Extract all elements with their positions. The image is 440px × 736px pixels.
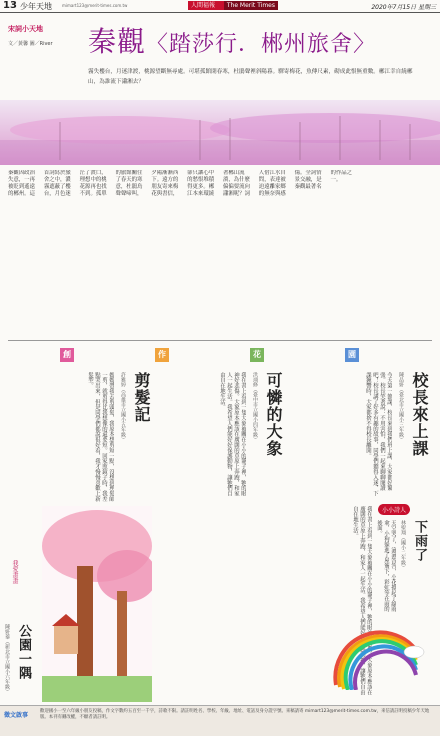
article-title: 可憐的大象 — [264, 372, 283, 457]
column-tag-label: 宋詞小天地 — [8, 25, 43, 33]
brand-cn: 人間福報 — [191, 2, 216, 9]
article-author: 陳品妍（臺北市立國小三年級） — [398, 372, 404, 442]
article-body: 媽媽帶我去剪頭髮，我原本想剪短一點，沒想到理髮師一剪，就剪得比我想像的還要短。回家照鏡子時，我差點哭出來，但是同學們都說很好看，我才慢慢喜歡上新髮型。 — [87, 372, 114, 502]
site-address: mimart123@merit-times.com.tw — [62, 3, 128, 8]
creative-garden-banner — [60, 348, 380, 362]
page-number: 13 — [3, 0, 17, 11]
garden-tile: 園 — [345, 348, 359, 362]
poem-intro: 霧失樓台，月迷津渡，桃源望斷無尋處。可堪孤館閉春寒，杜鵑聲裡斜陽暮。驛寄梅花，魚傳尺素，砌成此恨無重數。郴江幸自繞郴山，為誰流下瀟湘去？ — [88, 69, 413, 85]
feature-subtitle: 〈踏莎行．郴州旅舍〉 — [146, 32, 377, 57]
garden-tile: 作 — [155, 348, 169, 362]
poem-body: 天空哭了，滴滴答答，小花撐起了綠雨傘，小狗躲進了屋簷下，彩虹等在雨的後面。 — [376, 520, 396, 612]
article-author: 陳妍蓁（新北市立國小六年級） — [4, 624, 10, 694]
garden-tile: 花 — [250, 348, 264, 362]
submission-footer — [0, 705, 440, 736]
feature-title-main: 秦觀 — [88, 25, 147, 58]
landscape-painting — [0, 100, 440, 165]
feature-title — [88, 20, 376, 60]
page-header — [0, 0, 440, 13]
section-name: 少年天地 — [20, 2, 52, 11]
article-continued: 我在書上看到一隻大象被關在小小的籠子裡，牠的眼神好悲傷。大象原本應該在廣闊的草原上奔跑，和家人一起生活。我希望人們能好好保護動物，讓牠們自由自在地生活。 — [352, 506, 372, 695]
garden-tile: 創 — [60, 348, 74, 362]
column-tag — [8, 24, 43, 34]
poem-author: 林聖翔（國小二年級） — [400, 520, 406, 570]
article-body: 我在書上看到一隻大象被關在小小的籠子裡，牠的眼神好悲傷。大象原本應該在廣闊的草原上奔跑，和家人一起生活。我希望人們能好好保護動物，讓牠們自由自在地生活。 — [219, 372, 246, 497]
feature-byline: 文／黃馨 圖／River — [8, 41, 53, 47]
feature-body: 秦觀因政治失意，一再被貶到遙遠的郴州。這首詞寫於旅舍之中，濃霧遮蔽了樓台，月色迷茫了渡口，理想中的桃花源再也找不到。孤單的旅館關住了春天的寒意，杜鵑鳥聲聲啼叫，夕陽漸漸西下。遠方的朋友寄來梅花與書信，卻只讓心中的愁恨堆積得更多。郴江本來環繞著郴山流淌，為什麼偏偏要流向瀟湘呢？詞人借江水自問，表達被迫遠離家鄉的無奈與感傷。全詞情景交融，是秦觀最著名的作品之一。 — [8, 170, 353, 197]
article-body: 今天第一節課，校長來到我們班上課，大家都好緊張。校長笑著說：不用害怕，我們一起來聊聊閱讀吧！校長講了好多有趣的故事，同學們聽得入迷，下課鐘響時，大家都捨不得校長離開。 — [365, 372, 392, 497]
section-divider — [8, 340, 432, 341]
brand-logo — [188, 1, 278, 10]
poem-badge: 小小詩人 — [378, 504, 410, 515]
park-drawing — [42, 506, 152, 702]
poem-title: 下雨了 — [412, 520, 427, 562]
article-author: 洪翊修（臺中市立國小四年級） — [252, 372, 258, 442]
drawing-caption: 我愛畫畫 — [11, 560, 18, 584]
issue-date: 2020年7月15日 星期三 — [371, 4, 436, 11]
article-title: 公園一隅 — [16, 624, 31, 680]
article-title: 剪髮記 — [132, 372, 151, 423]
brand-en: The Merit Times — [224, 1, 278, 10]
footer-text: 歡迎國小一至六年級小朋友投稿，作文字數約五百至一千字，詩歌不限。請註明姓名、學校、年級、地址、電話及身分證字號。來稿請寄 mimart123@merit-times.com.tw，來信請註明投稿少年天地版。本刊有刪改權，不願者請註明。 — [40, 709, 430, 720]
article-title: 校長來上課 — [410, 372, 429, 457]
rainbow-drawing — [326, 630, 426, 690]
footer-label: 徵文啟事 — [4, 712, 29, 719]
article-author: 許雅婷（高雄市立國小五年級） — [120, 372, 126, 442]
